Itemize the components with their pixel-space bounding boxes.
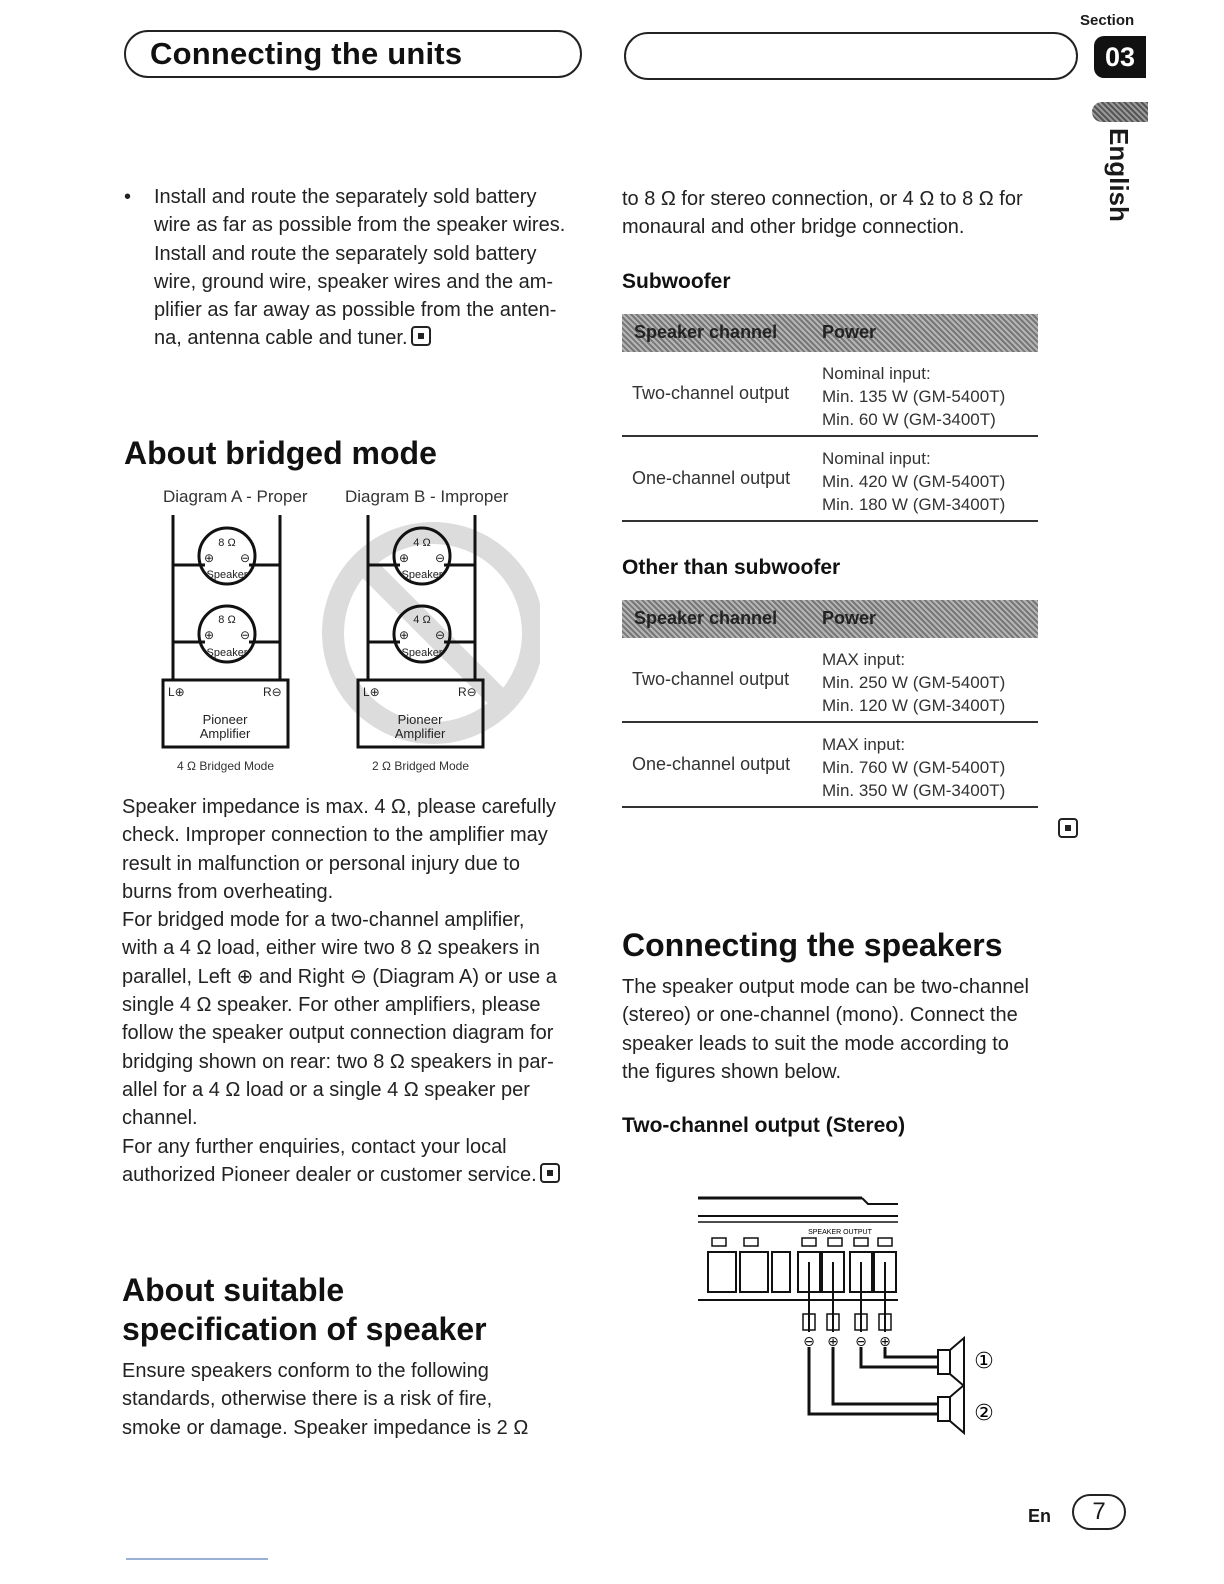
cell-channel: One-channel output — [632, 468, 791, 488]
diagram-b-caption: Diagram B - Improper — [345, 487, 509, 506]
diagram-a-bottom-plus: ⊕ — [203, 628, 215, 642]
diagram-a-top-speaker-label: Speaker — [206, 569, 248, 581]
section-label: Section — [1080, 12, 1135, 29]
diagram-b-bottom-ohm: 4 Ω — [413, 614, 431, 626]
text-line: follow the speaker output connection diagram for — [122, 1022, 554, 1045]
text-line: For any further enquiries, contact your local — [122, 1135, 507, 1158]
power-line: MAX input: — [822, 735, 906, 754]
subwoofer-table — [622, 314, 1038, 522]
text-line: For bridged mode for a two-channel amplifier, — [122, 909, 525, 932]
header-title-pill — [124, 30, 582, 78]
cell-channel: One-channel output — [632, 754, 791, 774]
diagram-a-mode-label: 4 Ω Bridged Mode — [177, 759, 275, 773]
diagram-b-improper — [305, 505, 540, 757]
text-line: standards, otherwise there is a risk of fire, — [122, 1388, 493, 1411]
bridged-mode-body — [122, 793, 592, 1189]
end-mark-icon — [540, 1163, 560, 1183]
diagram-b-amp-line1: Pioneer — [397, 712, 443, 727]
diagram-b-top-plus: ⊕ — [398, 551, 410, 565]
heading-line: specification of speaker — [122, 1311, 487, 1347]
diagram-b-top-ohm: 4 Ω — [413, 537, 431, 549]
power-line: Nominal input: — [822, 364, 931, 383]
diagram-b-bottom-plus: ⊕ — [398, 628, 410, 642]
text-line: allel for a 4 Ω load or a single 4 Ω speaker per — [122, 1078, 530, 1101]
text-line: Install and route the separately sold battery — [154, 242, 537, 265]
column-header-power: Power — [822, 608, 877, 628]
stereo-wiring-diagram — [690, 1192, 1010, 1442]
section-number-badge: 03 — [1094, 36, 1146, 78]
table-row — [622, 352, 1038, 437]
power-line: Min. 135 W (GM-5400T) — [822, 387, 1006, 406]
diagram-a-caption: Diagram A - Proper — [163, 487, 308, 506]
power-line: Min. 350 W (GM-3400T) — [822, 781, 1006, 800]
end-mark-icon — [1058, 818, 1078, 838]
suitable-spec-heading — [122, 1271, 487, 1349]
power-line: Min. 60 W (GM-3400T) — [822, 410, 996, 429]
text-line: with a 4 Ω load, either wire two 8 Ω speakers in — [122, 937, 540, 960]
text-line: The speaker output mode can be two-channel — [622, 976, 1029, 998]
page-number: 7 — [1072, 1494, 1126, 1530]
connecting-speakers-body — [622, 973, 1082, 1086]
diagram-a-top-ohm: 8 Ω — [218, 537, 236, 549]
diagram-a-bottom-ohm: 8 Ω — [218, 614, 236, 626]
table-row — [622, 437, 1038, 522]
diagram-b-bottom-speaker-label: Speaker — [401, 647, 443, 659]
diagram-a-top-plus: ⊕ — [203, 551, 215, 565]
text-line: Install and route the separately sold battery — [154, 186, 537, 208]
text-line — [122, 1161, 592, 1189]
text-line: Ensure speakers conform to the following — [122, 1360, 489, 1382]
diagram-b-left-terminal: L⊕ — [363, 685, 380, 699]
text-line: single 4 Ω speaker. For other amplifiers, please — [122, 994, 541, 1017]
column-header-power: Power — [822, 322, 877, 342]
diagram-b-top-minus: ⊖ — [434, 551, 446, 565]
stereo-subheading: Two-channel output (Stereo) — [622, 1114, 906, 1137]
power-line: Min. 180 W (GM-3400T) — [822, 495, 1006, 514]
diagram-a-bottom-minus: ⊖ — [239, 628, 251, 642]
terminal-sign: ⊕ — [879, 1334, 891, 1350]
text-line: (stereo) or one-channel (mono). Connect the — [622, 1004, 1018, 1027]
column-header-channel: Speaker channel — [634, 322, 778, 342]
diagram-a-proper — [155, 510, 300, 755]
bridged-mode-heading: About bridged mode — [124, 435, 437, 471]
terminal-sign: ⊕ — [827, 1334, 839, 1350]
diagram-b-right-terminal: R⊖ — [458, 685, 477, 699]
terminal-sign: ⊖ — [803, 1334, 815, 1350]
text-line: to 8 Ω for stereo connection, or 4 Ω to 8 Ω for — [622, 188, 1023, 210]
text-line: Speaker impedance is max. 4 Ω, please carefully — [122, 796, 557, 818]
callout-2: ② — [974, 1401, 994, 1426]
footer-rule — [126, 1558, 268, 1560]
power-line: Min. 420 W (GM-5400T) — [822, 472, 1006, 491]
text-line — [154, 324, 594, 352]
column-header-channel: Speaker channel — [634, 608, 778, 628]
heading-line: About suitable — [122, 1272, 345, 1308]
text-line: plifier as far away as possible from the anten- — [154, 299, 557, 322]
cell-power — [822, 733, 1005, 802]
table-row — [622, 638, 1038, 723]
callout-1: ① — [974, 1349, 994, 1374]
text-line: monaural and other bridge connection. — [622, 216, 965, 239]
language-tab-label: English — [1104, 128, 1134, 222]
terminal-sign: ⊖ — [855, 1334, 867, 1350]
text-line: result in malfunction or personal injury due to — [122, 852, 520, 875]
diagram-b-amp-line2: Amplifier — [394, 726, 446, 741]
cell-channel: Two-channel output — [632, 383, 790, 403]
diagram-b-top-speaker-label: Speaker — [401, 569, 443, 581]
footer-language-code: En — [1028, 1506, 1052, 1526]
power-line: Min. 760 W (GM-5400T) — [822, 758, 1006, 777]
diagram-a-amp-line1: Pioneer — [202, 712, 248, 727]
diagram-a-amp-line2: Amplifier — [199, 726, 251, 741]
page-title: Connecting the units — [150, 36, 463, 71]
power-line: Nominal input: — [822, 449, 931, 468]
diagram-b-mode-label: 2 Ω Bridged Mode — [372, 759, 470, 773]
cell-power — [822, 648, 1005, 717]
text-line: wire, ground wire, speaker wires and the am- — [154, 270, 554, 293]
text-line: speaker leads to suit the mode according to — [622, 1032, 1009, 1055]
impedance-continued — [622, 185, 1082, 242]
speaker-output-label: SPEAKER OUTPUT — [808, 1229, 872, 1236]
diagram-a-bottom-speaker-label: Speaker — [206, 647, 248, 659]
text-span: na, antenna cable and tuner. — [154, 327, 408, 350]
text-line: smoke or damage. Speaker impedance is 2 Ω — [122, 1416, 529, 1439]
power-line: Min. 250 W (GM-5400T) — [822, 673, 1006, 692]
diagram-a-left-terminal: L⊕ — [168, 685, 185, 699]
connecting-speakers-heading: Connecting the speakers — [622, 927, 1003, 963]
other-than-subwoofer-table — [622, 600, 1038, 808]
other-than-subwoofer-heading: Other than subwoofer — [622, 556, 841, 579]
header-empty-pill — [624, 32, 1078, 80]
text-line: channel. — [122, 1107, 198, 1130]
cell-channel: Two-channel output — [632, 669, 790, 689]
language-tab-bar — [1092, 102, 1148, 122]
text-line: burns from overheating. — [122, 880, 334, 903]
end-mark-icon — [411, 326, 431, 346]
power-line: Min. 120 W (GM-3400T) — [822, 696, 1006, 715]
text-span: authorized Pioneer dealer or customer service. — [122, 1163, 537, 1186]
text-line: check. Improper connection to the amplifier may — [122, 824, 548, 847]
text-line: wire as far as possible from the speaker wires. — [154, 214, 566, 237]
diagram-b-bottom-minus: ⊖ — [434, 628, 446, 642]
text-line: the figures shown below. — [622, 1060, 842, 1083]
table-header — [622, 314, 1038, 352]
text-line: bridging shown on rear: two 8 Ω speakers in par- — [122, 1050, 554, 1073]
suitable-spec-body — [122, 1357, 592, 1442]
table-header — [622, 600, 1038, 638]
diagram-a-right-terminal: R⊖ — [263, 685, 282, 699]
power-line: MAX input: — [822, 650, 906, 669]
table-row — [622, 723, 1038, 808]
bullet-marker: • — [124, 186, 132, 208]
diagram-a-top-minus: ⊖ — [239, 551, 251, 565]
subwoofer-heading: Subwoofer — [622, 270, 731, 293]
cell-power — [822, 362, 1005, 431]
battery-wire-bullet — [154, 183, 594, 353]
cell-power — [822, 447, 1005, 516]
text-line: parallel, Left ⊕ and Right ⊖ (Diagram A) or use a — [122, 965, 557, 988]
